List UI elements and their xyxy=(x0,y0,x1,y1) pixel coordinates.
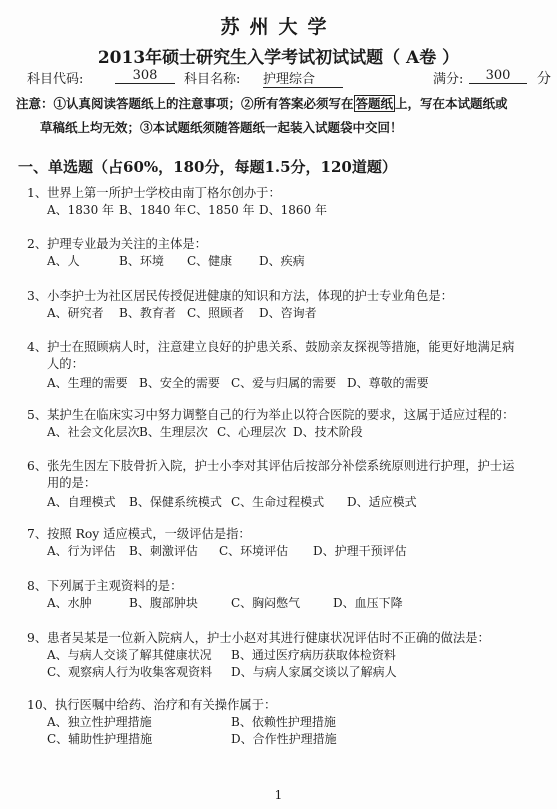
option-d: D、适应模式 xyxy=(347,495,417,509)
option-d: D、技术阶段 xyxy=(293,425,363,439)
option-d: D、咨询者 xyxy=(259,306,317,320)
options-row xyxy=(47,543,527,560)
notice-text-b: 上，写在本试题纸或 xyxy=(395,96,508,111)
option-b: B、生理层次 xyxy=(139,425,208,439)
question-stem: 2、护理专业最为关注的主体是： xyxy=(27,237,207,251)
question-stem: 8、下列属于主观资料的是： xyxy=(27,579,183,593)
option-d: D、护理干预评估 xyxy=(313,544,407,558)
option-a: A、研究者 xyxy=(47,306,104,320)
question-10 xyxy=(27,697,527,748)
question-stem: 5、某护生在临床实习中努力调整自己的行为举止以符合医院的要求，这属于适应过程的： xyxy=(27,408,515,422)
question-3 xyxy=(27,288,527,322)
subject-code-label: 科目代码: xyxy=(27,72,84,87)
exam-meta xyxy=(27,68,551,87)
question-stem: 6、张先生因左下肢骨折入院，护士小李对其评估后按部分补偿系统原则进行护理，护士运 xyxy=(27,459,515,473)
option-b: B、安全的需要 xyxy=(139,376,220,390)
option-d: D、尊敬的需要 xyxy=(347,376,429,390)
option-c: C、心理层次 xyxy=(217,425,287,439)
question-2 xyxy=(27,236,527,270)
options-row xyxy=(47,375,537,392)
option-a: A、自理模式 xyxy=(47,495,116,509)
option-a: A、与病人交谈了解其健康状况 xyxy=(47,648,212,662)
question-6 xyxy=(27,458,537,511)
subject-code: 308 xyxy=(115,68,175,84)
option-c: C、1850 年 xyxy=(187,203,255,217)
option-b: B、刺激评估 xyxy=(129,544,198,558)
option-c: C、爱与归属的需要 xyxy=(231,376,337,390)
question-4 xyxy=(27,339,537,392)
subject-name: 护理综合 xyxy=(263,68,343,88)
option-c: C、照顾者 xyxy=(187,306,245,320)
option-d: D、1860 年 xyxy=(259,203,327,217)
option-a: A、独立性护理措施 xyxy=(47,715,152,729)
option-c: C、辅助性护理措施 xyxy=(47,732,153,746)
university-name: 苏州大学 xyxy=(220,16,337,38)
question-stem-cont: 人的： xyxy=(47,357,84,371)
section-title: 一、单选题（占60%，180分，每题1.5分，120道题） xyxy=(18,158,397,176)
full-score: 300 xyxy=(469,68,527,84)
options-row xyxy=(47,202,527,219)
option-b: B、教育者 xyxy=(119,306,176,320)
option-d: D、疾病 xyxy=(259,254,305,268)
option-c: C、胸闷憋气 xyxy=(231,596,301,610)
question-stem: 10、执行医嘱中给药、治疗和有关操作属于： xyxy=(27,698,277,712)
question-9 xyxy=(27,630,537,681)
question-stem: 7、按照 Roy 适应模式，一级评估是指： xyxy=(27,527,251,541)
options-row xyxy=(47,424,537,441)
option-b: B、1840 年 xyxy=(119,203,187,217)
notice-boxed-word: 答题纸 xyxy=(355,96,394,111)
option-b: B、依赖性护理措施 xyxy=(231,715,336,729)
question-7 xyxy=(27,526,527,560)
options-row xyxy=(47,595,527,612)
question-stem: 4、护士在照顾病人时，注意建立良好的护患关系、鼓励亲友探视等措施，能更好地满足病 xyxy=(27,340,515,354)
subject-name-label: 科目名称: xyxy=(184,72,241,87)
option-d: D、与病人家属交谈以了解病人 xyxy=(231,665,397,679)
options-row xyxy=(47,253,527,270)
question-1 xyxy=(27,185,527,219)
option-a: A、生理的需要 xyxy=(47,376,128,390)
option-a: A、人 xyxy=(47,254,80,268)
question-stem: 3、小李护士为社区居民传授促进健康的知识和方法，体现的护士专业角色是： xyxy=(27,289,453,303)
question-8 xyxy=(27,578,527,612)
option-c: C、健康 xyxy=(187,254,233,268)
option-a: A、社会文化层次 xyxy=(47,425,140,439)
options-row xyxy=(47,664,537,681)
question-stem: 1、世界上第一所护士学校由南丁格尔创办于： xyxy=(27,186,281,200)
question-stem-cont: 用的是： xyxy=(47,476,97,490)
notice-text-a: 注意：①认真阅读答题纸上的注意事项；②所有答案必须写在 xyxy=(16,96,354,111)
option-c: C、观察病人行为收集客观资料 xyxy=(47,665,213,679)
options-row xyxy=(47,494,537,511)
option-d: D、合作性护理措施 xyxy=(231,732,337,746)
question-stem: 9、患者吴某是一位新入院病人，护士小赵对其进行健康状况评估时不正确的做法是： xyxy=(27,631,490,645)
notice-line-1 xyxy=(16,94,508,112)
options-row xyxy=(47,714,527,731)
full-score-unit: 分 xyxy=(537,71,551,87)
option-b: B、保健系统模式 xyxy=(129,495,222,509)
option-a: A、行为评估 xyxy=(47,544,116,558)
full-score-label: 满分: xyxy=(433,72,464,87)
question-5 xyxy=(27,407,537,441)
exam-title: 2013年硕士研究生入学考试初试试题（ A卷 ） xyxy=(97,48,460,68)
option-a: A、1830 年 xyxy=(47,203,115,217)
notice-line-2: 草稿纸上均无效；③本试题纸须随答题纸一起装入试题袋中交回！ xyxy=(40,120,403,135)
options-row xyxy=(47,647,537,664)
option-c: C、环境评估 xyxy=(219,544,289,558)
page-number: 1 xyxy=(274,788,283,802)
option-d: D、血压下降 xyxy=(333,596,403,610)
option-b: B、腹部肿块 xyxy=(129,596,198,610)
option-c: C、生命过程模式 xyxy=(231,495,325,509)
option-a: A、水肿 xyxy=(47,596,92,610)
option-b: B、环境 xyxy=(119,254,164,268)
options-row xyxy=(47,305,527,322)
option-b: B、通过医疗病历获取体检资料 xyxy=(231,648,396,662)
options-row xyxy=(47,731,527,748)
